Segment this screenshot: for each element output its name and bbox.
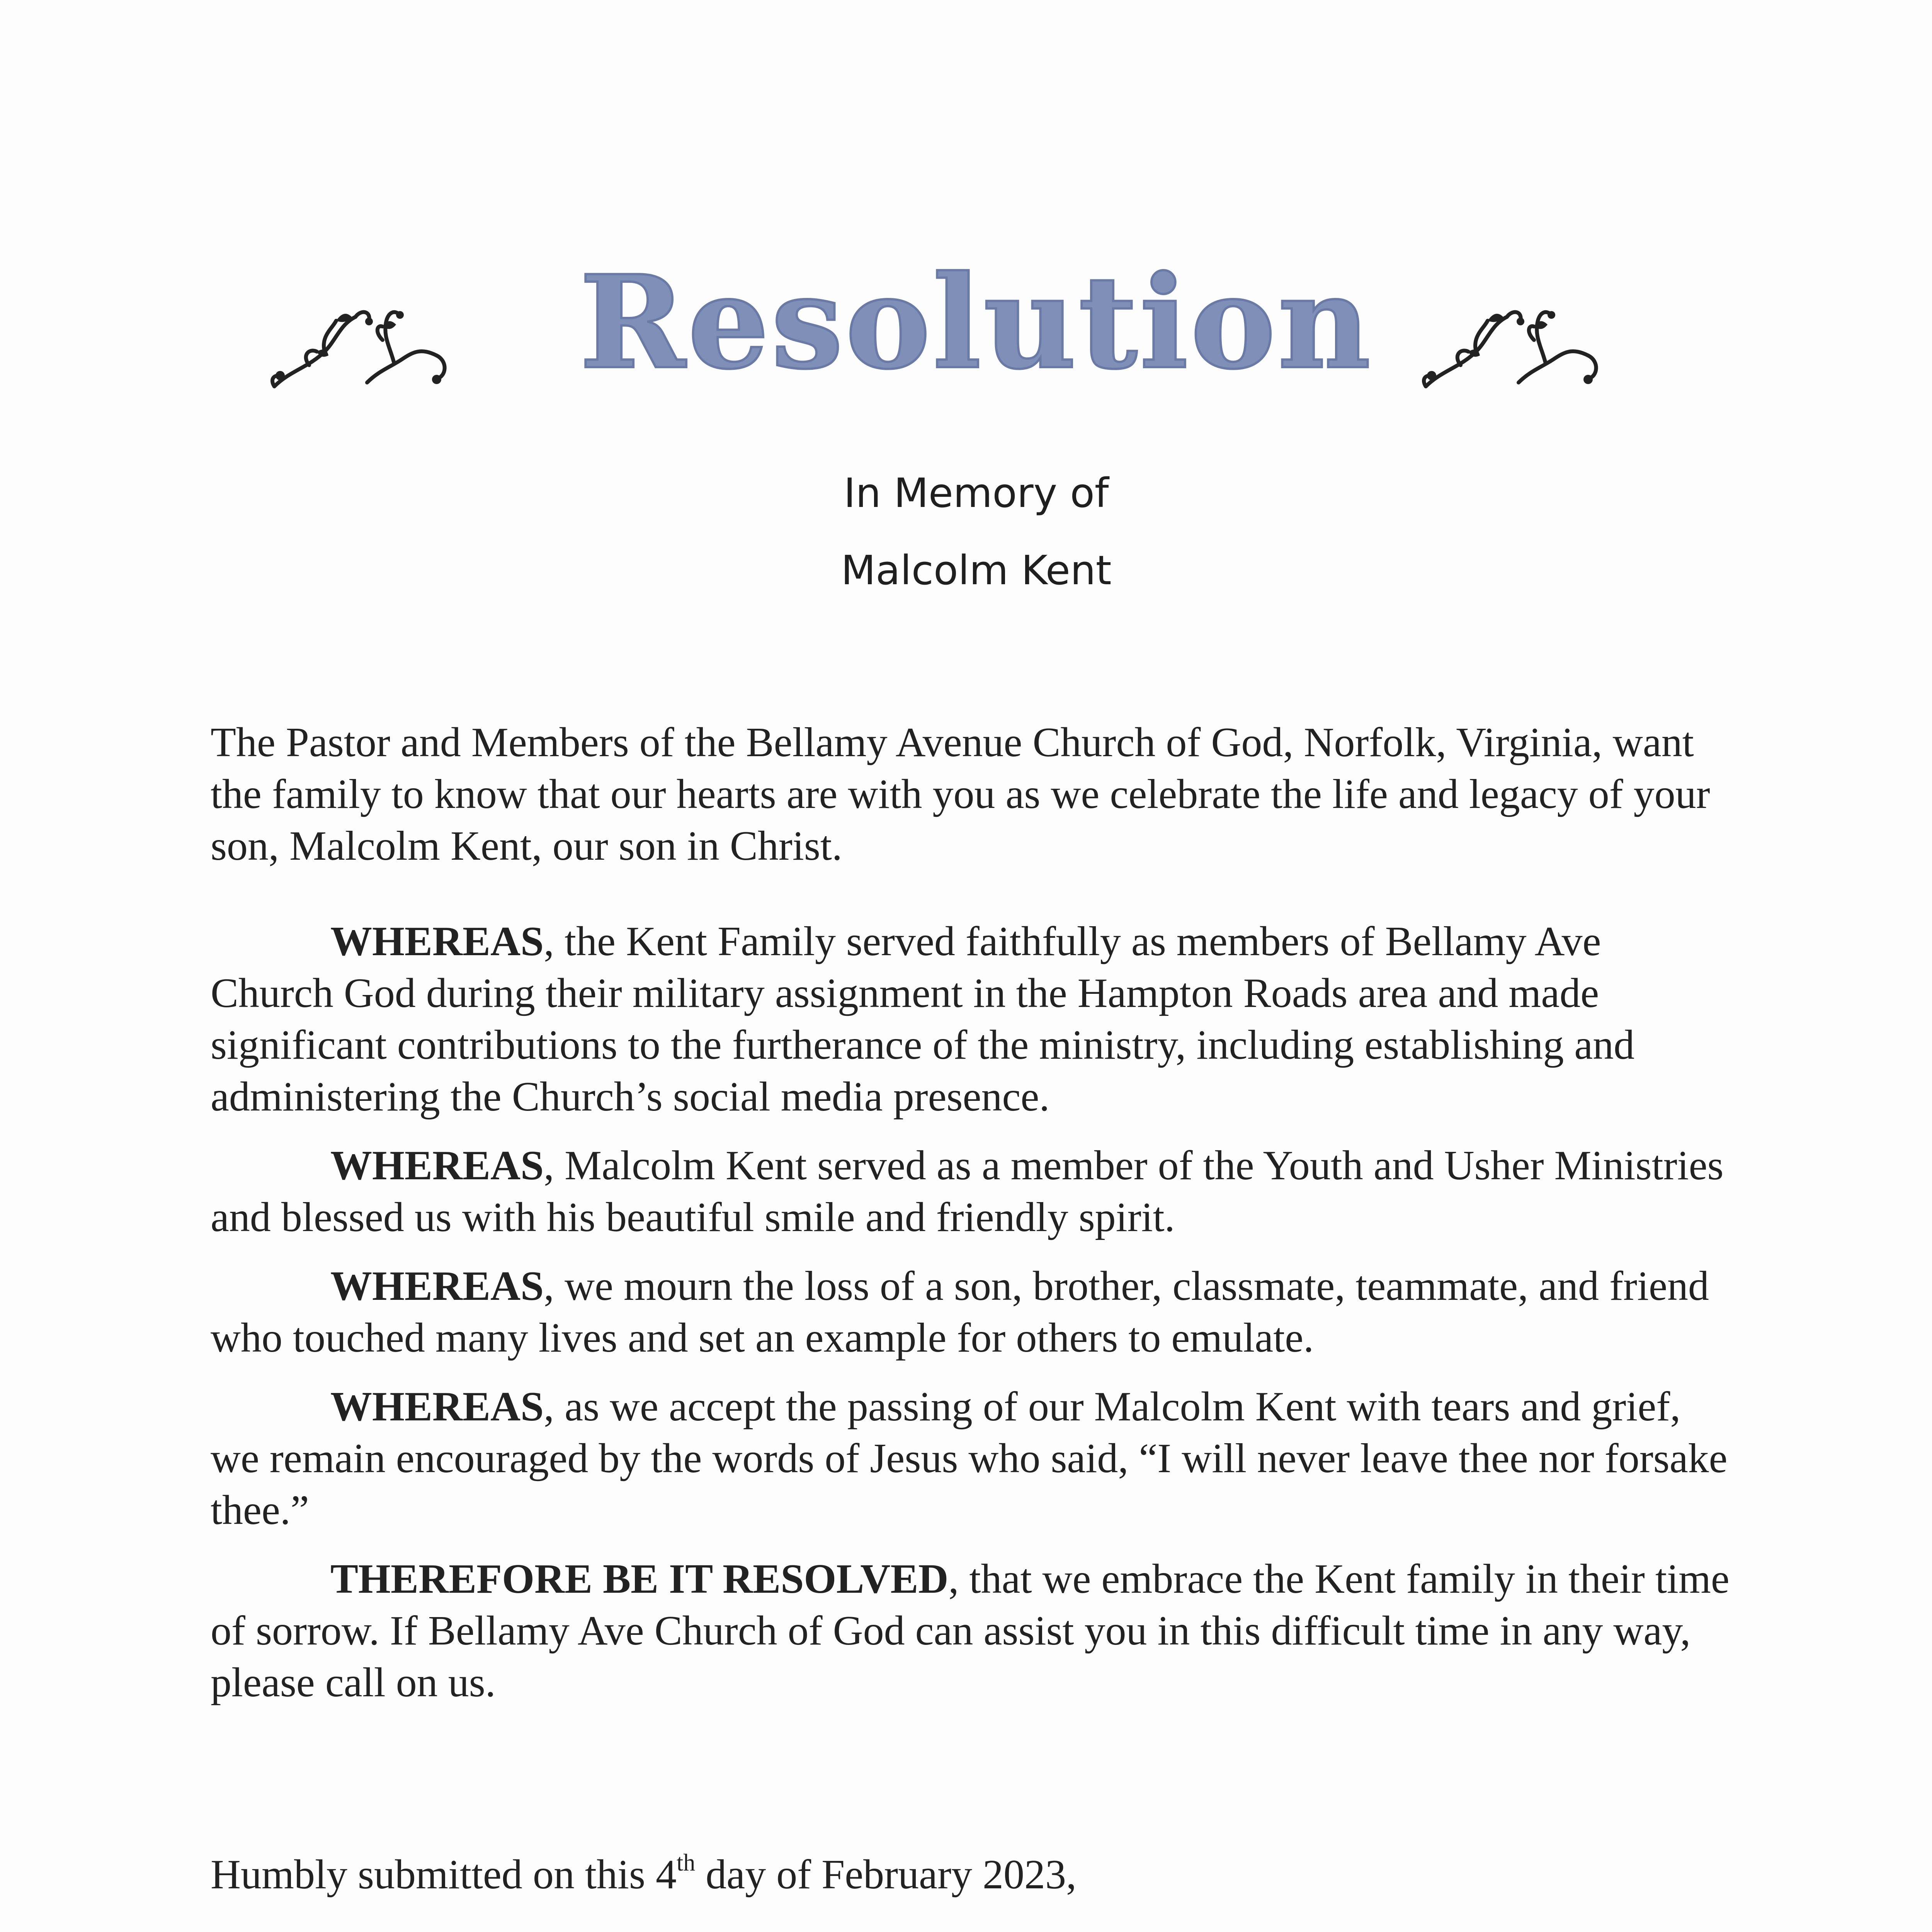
whereas-paragraph bbox=[211, 1260, 1733, 1364]
honoree-name: Malcolm Kent bbox=[841, 547, 1112, 594]
whereas-paragraph bbox=[211, 916, 1733, 1123]
paragraph-text: , as we accept the passing of our Malcolm Kent with tears and grief, we remain encouraged by the words of Jesus who said, “I will never leave thee nor forsake thee.” bbox=[211, 1384, 1728, 1533]
paragraph-keyword: WHEREAS bbox=[330, 1263, 544, 1309]
intro-text: The Pastor and Members of the Bellamy Avenue Church of God, Norfolk, Virginia, want the family to know that our hearts are with you as we celebrate the life and legacy of your son, Malcolm Kent, our son in Christ. bbox=[211, 719, 1710, 869]
ordinal-suffix: th bbox=[677, 1850, 696, 1876]
paragraph-text: , we mourn the loss of a son, brother, classmate, teammate, and friend who touched many lives and set an example for others to emulate. bbox=[211, 1263, 1709, 1361]
floral-flourish-icon bbox=[1418, 294, 1604, 402]
submission-prefix: Humbly submitted on this 4 bbox=[211, 1852, 677, 1898]
intro-paragraph bbox=[211, 717, 1733, 872]
paragraph-keyword: WHEREAS bbox=[330, 918, 544, 964]
paragraph-keyword: THEREFORE BE IT RESOLVED bbox=[330, 1556, 949, 1602]
paragraph-text: , that we embrace the Kent family in their time of sorrow. If Bellamy Ave Church of God can assist you in this difficult time in any way, please call on us. bbox=[211, 1556, 1730, 1706]
paragraph-keyword: WHEREAS bbox=[330, 1384, 544, 1430]
submission-line bbox=[211, 1851, 1077, 1899]
resolved-paragraph bbox=[211, 1553, 1733, 1709]
whereas-paragraph bbox=[211, 1140, 1733, 1243]
paragraph-text: , Malcolm Kent served as a member of the Youth and Usher Ministries and blessed us with his beautiful smile and friendly spirit. bbox=[211, 1143, 1724, 1240]
whereas-section bbox=[211, 916, 1733, 1726]
submission-suffix: day of February 2023, bbox=[695, 1852, 1077, 1898]
document-title: Resolution bbox=[579, 247, 1373, 397]
paragraph-text: , the Kent Family served faithfully as members of Bellamy Ave Church God during their military assignment in the Hampton Roads area and made significant contributions to the furtherance of the ministry, including establishing and administering the Church’s social media presence. bbox=[211, 918, 1635, 1120]
paragraph-keyword: WHEREAS bbox=[330, 1143, 544, 1189]
whereas-paragraph bbox=[211, 1381, 1733, 1536]
memorial-heading: In Memory of bbox=[844, 469, 1109, 517]
